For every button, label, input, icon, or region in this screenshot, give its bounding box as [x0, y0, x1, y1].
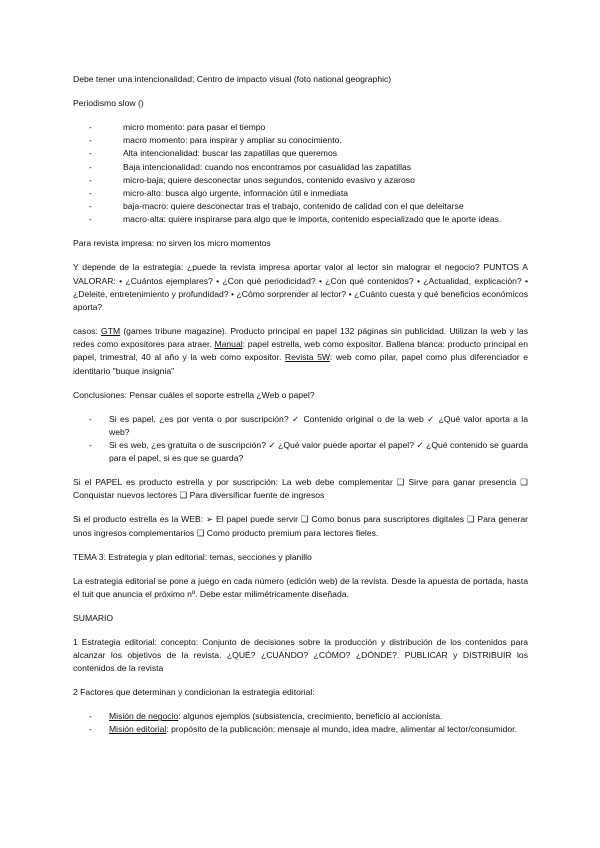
- editorial-mission-term: Misión editorial: [109, 724, 167, 735]
- document-body: [73, 73, 528, 747]
- moments-list: [73, 121, 528, 227]
- list-item: - baja-macro: quiere desconectar tras el trabajo, contenido de calidad con el que deleitarse: [73, 200, 528, 213]
- slow-journalism-heading: Periodismo slow (): [73, 98, 144, 108]
- paper-star-paragraph: Si el PAPEL es producto estrella y por suscripción: La web debe complementar ❑ Sirve para ganar presencia ❑ Conquistar nuevos lectores ❑ Para diversificar fuente de ingresos: [73, 477, 528, 501]
- intentionality-paragraph: Debe tener una intencionalidad; Centro de impacto visual (foto national geographic): [73, 74, 392, 84]
- list-item: - micro momento: para pasar el tiempo: [73, 121, 528, 134]
- editorial-strategy-paragraph: La estrategia editorial se pone a juego en cada número (edición web) de la revista. Desde la apuesta de portada, hasta el tuit que anuncia el próximo nº. Debe estar milimétricamente diseñada.: [73, 575, 528, 599]
- business-mission-term: Misión de negocio: [109, 711, 179, 722]
- cases-paragraph: [73, 325, 528, 378]
- gtm-term: GTM: [101, 326, 121, 337]
- web-star-paragraph: Si el producto estrella es la WEB: ➢ El papel puede servir ❑ Como bonus para suscriptores digitales ❑ Para generar unos ingresos complementarios ❑ Como producto premium para lectores fieles.: [73, 514, 528, 538]
- list-item: - Si es web, ¿es gratuita o de suscripción? ✓ ¿Qué valor puede aportar el papel? ✓ ¿Qué contenido se guarda para el papel, si es que se guarda?: [73, 439, 528, 465]
- list-item: - Baja intencionalidad: cuando nos encontramos por casualidad las zapatillas: [73, 161, 528, 174]
- revista-5w-term: Revista 5W: [284, 352, 330, 363]
- list-item: [73, 723, 528, 736]
- summary-heading: SUMARIO: [73, 612, 114, 623]
- editorial-mission-text: : propósito de la publicación: mensaje al mundo, idea madre, alimentar al lector/consumidor.: [166, 724, 517, 735]
- cases-text: casos:: [73, 326, 102, 337]
- cases-text: : papel estrella, web como expositor. Ballena blanca: producto principal en papel, trimestral, 40 al año y la web como expositor.: [73, 339, 528, 363]
- concept-paragraph: 1 Estrategia editorial: concepto: Conjunto de decisiones sobre la producción y distribución de los contenidos para alcanzar los objetivos de la revista. ¿QUÉ? ¿CUÁNDO? ¿CÓMO? ¿DÓNDE?. PUBLICAR y DISTRIBUIR los contenidos de la revista: [73, 636, 528, 674]
- cases-text: : web como pilar, papel como plus diferenciador e identitario "buque insignia": [73, 352, 528, 376]
- cases-text: (games tribune magazine). Producto principal en papel 132 páginas sin publicidad. Utilizan la web y las redes como expositores para atraer.: [73, 326, 528, 350]
- conclusions-list: [73, 413, 528, 466]
- list-item: - Alta intencionalidad: buscar las zapatillas que queremos: [73, 147, 528, 160]
- list-item: - macro momento: para inspirar y ampliar su conocimiento.: [73, 134, 528, 147]
- list-item: - macro-alta: quiere inspirarse para algo que le importa, contenido especializado que le aporte ideas.: [73, 213, 528, 226]
- list-item: - micro-alto: busca algo urgente, información útil e inmediata: [73, 187, 528, 200]
- business-mission-text: : algunos ejemplos (subsistencia, crecimiento, beneficio al accionista.: [178, 711, 443, 722]
- topic-3-heading: TEMA 3: Estrategia y plan editorial: temas, secciones y planillo: [73, 551, 312, 562]
- manual-term: Manual: [214, 339, 243, 350]
- strategy-paragraph: Y depende de la estrategia: ¿puede la revista impresa aportar valor al lector sin malograr el negocio? PUNTOS A VALORAR: • ¿Cuántos ejemplares? • ¿Con qué periodicidad? • ¿Con qué contenidos? • ¿Actualidad, explicación? • ¿Deleite, entretenimiento y profundidad? • ¿Cómo sorprender al lector? • ¿Cuánto cuesta y qué beneficios económicos aporta?: [73, 262, 528, 313]
- list-item: - micro-baja; quiere desconectar unos segundos, contenido evasivo y azaroso: [73, 174, 528, 187]
- list-item: - Si es papel, ¿es por venta o por suscripción? ✓ Contenido original o de la web ✓ ¿Qué valor aporta a la web?: [73, 413, 528, 439]
- conclusions-paragraph: Conclusiones: Pensar cuáles el soporte estrella ¿Web o papel?: [73, 389, 315, 400]
- list-item: [73, 710, 528, 723]
- factors-list: [73, 710, 528, 736]
- factors-heading: 2 Factores que determinan y condicionan la estrategia editorial:: [73, 687, 315, 698]
- print-magazine-paragraph: Para revista impresa: no sirven los micro momentos: [73, 238, 271, 249]
